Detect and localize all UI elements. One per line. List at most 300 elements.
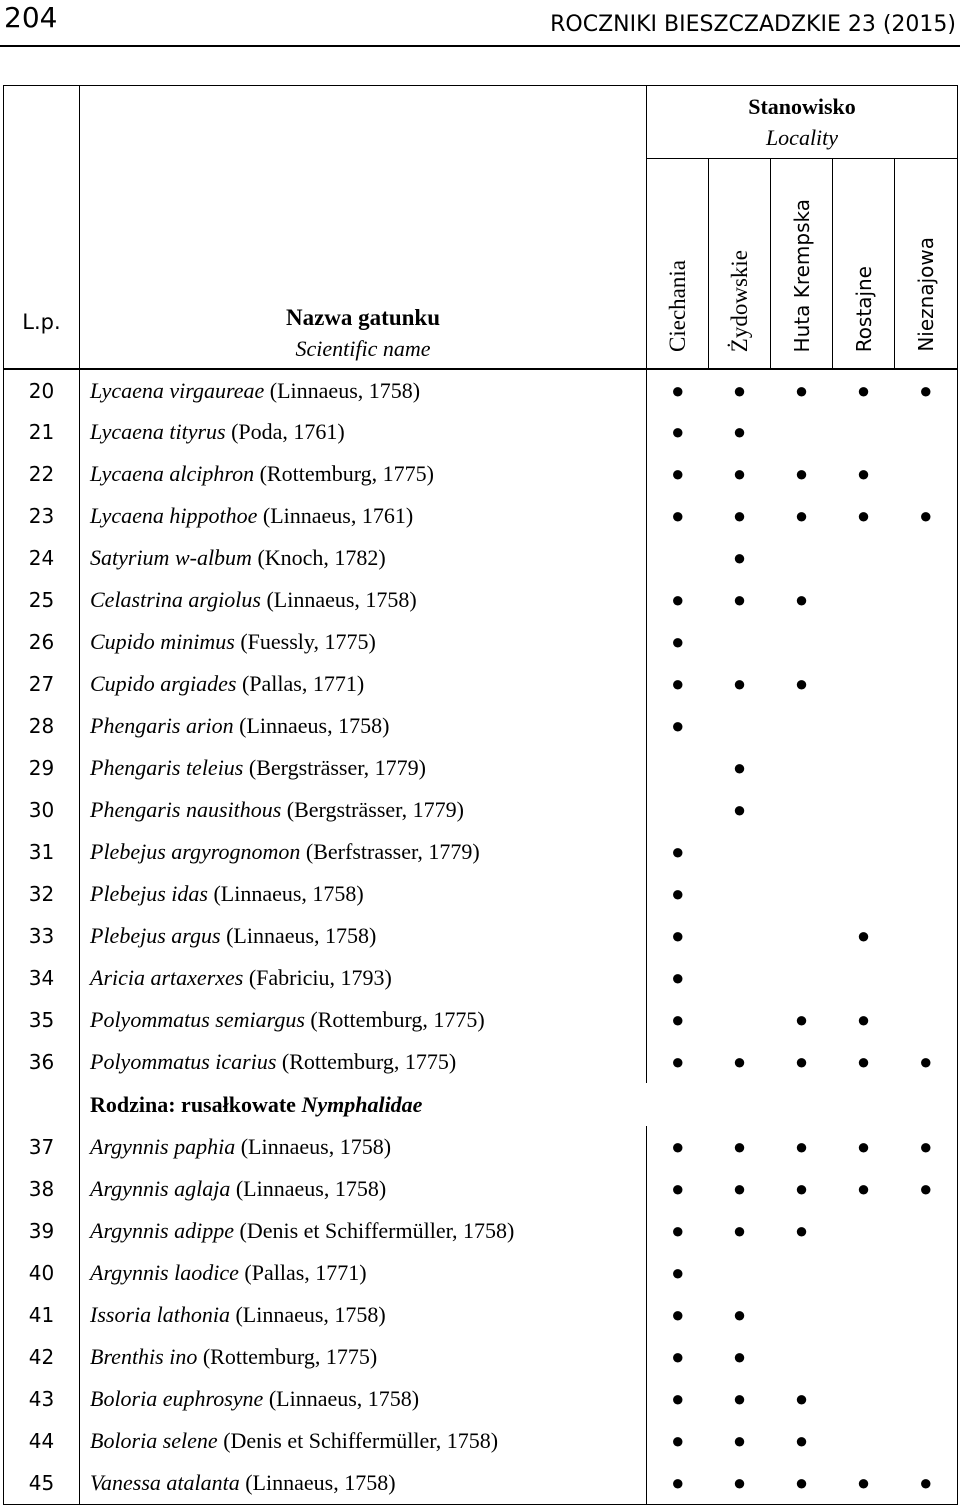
occurrence-cell — [833, 495, 895, 537]
occurrence-dot-icon: ● — [919, 377, 933, 403]
occurrence-cell — [895, 831, 958, 873]
locality-label: Rostajne — [851, 265, 876, 352]
occurrence-cell — [709, 621, 771, 663]
species-author: (Linnaeus, 1758) — [239, 1469, 396, 1495]
table-row — [4, 1336, 958, 1378]
species-author: (Linnaeus, 1758) — [220, 923, 377, 948]
occurrence-cell — [771, 1294, 833, 1336]
table-row — [4, 873, 958, 915]
row-number: 44 — [4, 1420, 80, 1462]
species-latin-name: Celastrina argiolus — [90, 587, 261, 612]
occurrence-dot-icon: ● — [856, 1469, 871, 1495]
occurrence-dot-icon: ● — [732, 671, 747, 696]
species-author: (Pallas, 1771) — [238, 1260, 367, 1285]
occurrence-cell — [709, 537, 771, 579]
occurrence-dot-icon: ● — [794, 1176, 809, 1201]
occurrence-cell — [647, 1294, 709, 1336]
family-heading — [80, 1083, 958, 1126]
occurrence-cell — [771, 495, 833, 537]
occurrence-cell — [647, 537, 709, 579]
occurrence-dot-icon: ● — [856, 461, 871, 486]
occurrence-dot-icon: ● — [671, 1218, 685, 1243]
occurrence-cell — [709, 453, 771, 495]
occurrence-cell — [833, 411, 895, 453]
table-row — [4, 789, 958, 831]
occurrence-cell — [709, 789, 771, 831]
occurrence-dot-icon: ● — [671, 503, 685, 528]
occurrence-cell — [895, 663, 958, 705]
occurrence-cell — [709, 1252, 771, 1294]
species-author: (Bergsträsser, 1779) — [243, 755, 426, 780]
species-latin-name: Plebejus argyrognomon — [90, 839, 301, 864]
species-name — [80, 411, 647, 453]
occurrence-cell — [709, 1041, 771, 1083]
table-row — [4, 1126, 958, 1168]
species-author: (Rottemburg, 1775) — [304, 1007, 485, 1032]
occurrence-cell — [647, 369, 709, 411]
occurrence-cell — [895, 1294, 958, 1336]
occurrence-cell — [895, 915, 958, 957]
occurrence-cell — [771, 1126, 833, 1168]
row-number — [4, 1083, 80, 1126]
table-row — [4, 1462, 958, 1504]
occurrence-dot-icon: ● — [671, 1302, 685, 1327]
header-rule — [0, 45, 960, 47]
species-name — [80, 537, 647, 579]
occurrence-cell — [647, 873, 709, 915]
occurrence-dot-icon: ● — [856, 1049, 871, 1074]
row-number: 35 — [4, 999, 80, 1041]
occurrence-cell — [833, 1336, 895, 1378]
occurrence-dot-icon: ● — [671, 923, 685, 948]
occurrence-dot-icon: ● — [732, 1049, 747, 1074]
occurrence-dot-icon: ● — [794, 587, 809, 612]
species-latin-name: Cupido minimus — [90, 629, 235, 654]
species-author: (Linnaeus, 1758) — [230, 1176, 387, 1201]
row-number: 42 — [4, 1336, 80, 1378]
occurrence-cell — [771, 1420, 833, 1462]
occurrence-cell — [895, 1210, 958, 1252]
species-name — [80, 1168, 647, 1210]
occurrence-cell — [709, 663, 771, 705]
occurrence-dot-icon: ● — [671, 1134, 685, 1159]
species-author: (Pallas, 1771) — [236, 671, 365, 696]
family-row — [4, 1083, 958, 1126]
occurrence-dot-icon: ● — [671, 965, 685, 990]
row-number: 24 — [4, 537, 80, 579]
species-latin-name: Lycaena hippothoe — [90, 503, 258, 528]
occurrence-cell — [771, 1252, 833, 1294]
locality-label: Żydowskie — [726, 249, 752, 352]
species-author: (Linnaeus, 1758) — [233, 713, 390, 738]
species-name — [80, 831, 647, 873]
row-number: 37 — [4, 1126, 80, 1168]
species-latin-name: Aricia artaxerxes — [90, 965, 244, 990]
occurrence-cell — [895, 789, 958, 831]
species-latin-name: Boloria euphrosyne — [90, 1386, 264, 1411]
occurrence-cell — [895, 999, 958, 1041]
table-row — [4, 831, 958, 873]
occurrence-cell — [895, 1420, 958, 1462]
species-author: (Linnaeus, 1758) — [207, 881, 364, 906]
header-name-pl: Nazwa gatunku — [285, 305, 440, 330]
occurrence-cell — [895, 1168, 958, 1210]
species-name — [80, 663, 647, 705]
occurrence-cell — [709, 1168, 771, 1210]
species-latin-name: Brenthis ino — [90, 1344, 198, 1369]
row-number: 33 — [4, 915, 80, 957]
species-author: (Linnaeus, 1761) — [257, 503, 414, 528]
occurrence-dot-icon: ● — [794, 1007, 809, 1032]
table-row — [4, 369, 958, 411]
header-locality-nieznajowa — [895, 159, 958, 370]
occurrence-cell — [771, 1210, 833, 1252]
occurrence-cell — [647, 1336, 709, 1378]
occurrence-cell — [709, 1294, 771, 1336]
species-name — [80, 453, 647, 495]
species-author: (Linnaeus, 1758) — [264, 377, 421, 403]
occurrence-cell — [647, 1420, 709, 1462]
occurrence-dot-icon: ● — [794, 461, 809, 486]
occurrence-cell — [709, 957, 771, 999]
occurrence-dot-icon: ● — [671, 1007, 685, 1032]
occurrence-dot-icon: ● — [732, 1302, 747, 1327]
occurrence-dot-icon: ● — [732, 1134, 747, 1159]
header-species-name — [80, 86, 647, 370]
occurrence-dot-icon: ● — [671, 839, 685, 864]
table-row — [4, 1252, 958, 1294]
row-number: 32 — [4, 873, 80, 915]
occurrence-dot-icon: ● — [732, 377, 747, 403]
occurrence-cell — [709, 999, 771, 1041]
occurrence-cell — [833, 1168, 895, 1210]
occurrence-cell — [833, 705, 895, 747]
species-name — [80, 1252, 647, 1294]
species-author: (Fuessly, 1775) — [234, 629, 376, 654]
occurrence-cell — [771, 999, 833, 1041]
species-author: (Linnaeus, 1758) — [263, 1386, 420, 1411]
table-row — [4, 747, 958, 789]
species-name — [80, 1420, 647, 1462]
occurrence-cell — [833, 1041, 895, 1083]
species-latin-name: Argynnis paphia — [90, 1134, 236, 1159]
occurrence-cell — [833, 453, 895, 495]
table-row — [4, 705, 958, 747]
occurrence-cell — [709, 1210, 771, 1252]
locality-label: Ciechania — [664, 260, 690, 352]
occurrence-cell — [771, 411, 833, 453]
occurrence-dot-icon: ● — [732, 1176, 747, 1201]
occurrence-cell — [833, 915, 895, 957]
species-latin-name: Phengaris nausithous — [90, 797, 282, 822]
row-number: 31 — [4, 831, 80, 873]
family-latin-name: Nymphalidae — [301, 1091, 423, 1117]
table-row — [4, 915, 958, 957]
occurrence-cell — [647, 495, 709, 537]
occurrence-cell — [709, 1420, 771, 1462]
locality-label: Nieznajowa — [914, 237, 938, 352]
species-latin-name: Argynnis laodice — [90, 1260, 239, 1285]
occurrence-cell — [833, 579, 895, 621]
occurrence-cell — [647, 789, 709, 831]
occurrence-cell — [895, 495, 958, 537]
occurrence-dot-icon: ● — [856, 1176, 871, 1201]
occurrence-cell — [709, 495, 771, 537]
table-body — [4, 369, 958, 1504]
occurrence-cell — [771, 1168, 833, 1210]
species-latin-name: Argynnis aglaja — [90, 1176, 231, 1201]
table-row — [4, 453, 958, 495]
occurrence-cell — [647, 1210, 709, 1252]
occurrence-cell — [833, 1378, 895, 1420]
table-row — [4, 411, 958, 453]
occurrence-cell — [709, 1336, 771, 1378]
header-locality-group — [647, 86, 958, 159]
occurrence-cell — [833, 999, 895, 1041]
occurrence-dot-icon: ● — [671, 1260, 685, 1285]
species-latin-name: Vanessa atalanta — [90, 1469, 240, 1495]
species-name — [80, 621, 647, 663]
species-latin-name: Polyommatus semiargus — [90, 1007, 305, 1032]
species-name — [80, 1126, 647, 1168]
occurrence-dot-icon: ● — [671, 881, 685, 906]
table-row — [4, 621, 958, 663]
occurrence-dot-icon: ● — [732, 587, 747, 612]
row-number: 39 — [4, 1210, 80, 1252]
occurrence-cell — [709, 873, 771, 915]
species-name — [80, 999, 647, 1041]
header-locality-rostajne — [833, 159, 895, 370]
occurrence-cell — [709, 1126, 771, 1168]
species-name — [80, 747, 647, 789]
occurrence-cell — [771, 873, 833, 915]
table-row — [4, 579, 958, 621]
table-row — [4, 1420, 958, 1462]
species-latin-name: Lycaena alciphron — [90, 461, 255, 486]
species-latin-name: Satyrium w-album — [90, 545, 252, 570]
occurrence-dot-icon: ● — [919, 1134, 933, 1159]
occurrence-cell — [833, 1420, 895, 1462]
species-author: (Bergsträsser, 1779) — [281, 797, 464, 822]
species-name — [80, 705, 647, 747]
occurrence-dot-icon: ● — [671, 587, 685, 612]
species-name — [80, 1462, 647, 1504]
occurrence-dot-icon: ● — [856, 503, 871, 528]
species-latin-name: Phengaris teleius — [90, 755, 244, 780]
species-latin-name: Argynnis adippe — [90, 1218, 234, 1243]
occurrence-dot-icon: ● — [919, 1469, 933, 1495]
occurrence-dot-icon: ● — [794, 671, 809, 696]
species-name — [80, 957, 647, 999]
occurrence-cell — [833, 1210, 895, 1252]
species-table — [3, 85, 958, 1505]
species-name — [80, 579, 647, 621]
occurrence-dot-icon: ● — [732, 797, 747, 822]
row-number: 25 — [4, 579, 80, 621]
occurrence-cell — [833, 1126, 895, 1168]
occurrence-cell — [895, 1462, 958, 1504]
table-row — [4, 537, 958, 579]
occurrence-cell — [833, 747, 895, 789]
occurrence-cell — [833, 369, 895, 411]
occurrence-cell — [647, 705, 709, 747]
table-row — [4, 957, 958, 999]
occurrence-cell — [647, 999, 709, 1041]
occurrence-dot-icon: ● — [732, 1386, 747, 1411]
occurrence-cell — [647, 621, 709, 663]
header-locality-huta-krempska — [771, 159, 833, 370]
row-number: 20 — [4, 369, 80, 411]
species-author: (Linnaeus, 1758) — [229, 1302, 386, 1327]
table-row — [4, 999, 958, 1041]
species-latin-name: Plebejus argus — [90, 923, 221, 948]
species-name — [80, 1336, 647, 1378]
occurrence-cell — [833, 663, 895, 705]
occurrence-dot-icon: ● — [732, 545, 747, 570]
occurrence-dot-icon: ● — [671, 1469, 685, 1495]
row-number: 34 — [4, 957, 80, 999]
table-row — [4, 1210, 958, 1252]
occurrence-cell — [833, 621, 895, 663]
occurrence-dot-icon: ● — [794, 1134, 809, 1159]
species-latin-name: Cupido argiades — [90, 671, 237, 696]
species-name — [80, 495, 647, 537]
occurrence-cell — [709, 831, 771, 873]
occurrence-dot-icon: ● — [671, 419, 685, 444]
species-name — [80, 873, 647, 915]
occurrence-cell — [895, 957, 958, 999]
row-number: 23 — [4, 495, 80, 537]
species-author: (Linnaeus, 1758) — [260, 587, 417, 612]
occurrence-cell — [895, 621, 958, 663]
occurrence-cell — [771, 1462, 833, 1504]
row-number: 21 — [4, 411, 80, 453]
row-number: 43 — [4, 1378, 80, 1420]
occurrence-cell — [833, 537, 895, 579]
occurrence-cell — [833, 957, 895, 999]
species-name — [80, 1294, 647, 1336]
species-name — [80, 1378, 647, 1420]
locality-label: Huta Krempska — [789, 198, 814, 352]
occurrence-dot-icon: ● — [671, 629, 685, 654]
occurrence-dot-icon: ● — [856, 1134, 871, 1159]
occurrence-cell — [771, 579, 833, 621]
species-name — [80, 915, 647, 957]
occurrence-dot-icon: ● — [671, 1049, 685, 1074]
occurrence-cell — [771, 537, 833, 579]
row-number: 22 — [4, 453, 80, 495]
occurrence-cell — [895, 1252, 958, 1294]
occurrence-cell — [709, 1462, 771, 1504]
occurrence-dot-icon: ● — [671, 377, 685, 403]
species-author: (Denis et Schiffermüller, 1758) — [217, 1428, 499, 1453]
occurrence-dot-icon: ● — [671, 1176, 685, 1201]
row-number: 27 — [4, 663, 80, 705]
occurrence-cell — [771, 705, 833, 747]
occurrence-dot-icon: ● — [671, 1428, 685, 1453]
table-row — [4, 1378, 958, 1420]
occurrence-cell — [647, 411, 709, 453]
occurrence-dot-icon: ● — [732, 1218, 747, 1243]
page-header — [0, 0, 960, 48]
table-row — [4, 1041, 958, 1083]
occurrence-dot-icon: ● — [919, 1176, 933, 1201]
occurrence-dot-icon: ● — [794, 377, 809, 403]
species-name — [80, 369, 647, 411]
occurrence-cell — [895, 873, 958, 915]
occurrence-cell — [771, 789, 833, 831]
species-latin-name: Polyommatus icarius — [90, 1049, 277, 1074]
occurrence-cell — [709, 411, 771, 453]
journal-title: ROCZNIKI BIESZCZADZKIE 23 (2015) — [550, 12, 956, 37]
occurrence-dot-icon: ● — [732, 1428, 747, 1453]
header-name-en: Scientific name — [295, 336, 431, 361]
occurrence-dot-icon: ● — [732, 755, 747, 780]
family-label: Rodzina: rusałkowate — [90, 1091, 302, 1117]
occurrence-dot-icon: ● — [671, 671, 685, 696]
species-author: (Rottemburg, 1775) — [276, 1049, 457, 1074]
occurrence-cell — [895, 1126, 958, 1168]
occurrence-dot-icon: ● — [856, 923, 871, 948]
occurrence-cell — [647, 915, 709, 957]
species-latin-name: Lycaena tityrus — [90, 419, 226, 444]
occurrence-cell — [771, 1336, 833, 1378]
occurrence-dot-icon: ● — [732, 1469, 747, 1495]
occurrence-cell — [895, 1378, 958, 1420]
occurrence-cell — [895, 579, 958, 621]
occurrence-cell — [895, 705, 958, 747]
occurrence-dot-icon: ● — [794, 1428, 809, 1453]
row-number: 36 — [4, 1041, 80, 1083]
row-number: 30 — [4, 789, 80, 831]
table-row — [4, 1168, 958, 1210]
species-latin-name: Plebejus idas — [90, 881, 208, 906]
occurrence-dot-icon: ● — [671, 461, 685, 486]
row-number: 45 — [4, 1462, 80, 1504]
occurrence-cell — [771, 747, 833, 789]
occurrence-cell — [709, 915, 771, 957]
occurrence-dot-icon: ● — [794, 1049, 809, 1074]
header-locality-ciechania — [647, 159, 709, 370]
species-name — [80, 789, 647, 831]
occurrence-cell — [647, 663, 709, 705]
occurrence-cell — [833, 1294, 895, 1336]
species-author: (Rottemburg, 1775) — [254, 461, 434, 486]
occurrence-dot-icon: ● — [919, 503, 933, 528]
occurrence-dot-icon: ● — [794, 1386, 809, 1411]
occurrence-dot-icon: ● — [671, 1386, 685, 1411]
occurrence-cell — [647, 1378, 709, 1420]
occurrence-cell — [895, 453, 958, 495]
occurrence-cell — [833, 1462, 895, 1504]
occurrence-dot-icon: ● — [856, 377, 871, 403]
occurrence-cell — [647, 1041, 709, 1083]
occurrence-cell — [895, 537, 958, 579]
occurrence-cell — [771, 453, 833, 495]
occurrence-cell — [647, 1168, 709, 1210]
occurrence-dot-icon: ● — [794, 1218, 809, 1243]
occurrence-cell — [833, 1252, 895, 1294]
species-author: (Knoch, 1782) — [251, 545, 386, 570]
table-row — [4, 495, 958, 537]
species-author: (Berfstrasser, 1779) — [300, 839, 480, 864]
occurrence-cell — [771, 915, 833, 957]
occurrence-cell — [647, 579, 709, 621]
species-name — [80, 1210, 647, 1252]
species-latin-name: Issoria lathonia — [90, 1302, 230, 1327]
occurrence-cell — [895, 369, 958, 411]
row-number: 26 — [4, 621, 80, 663]
